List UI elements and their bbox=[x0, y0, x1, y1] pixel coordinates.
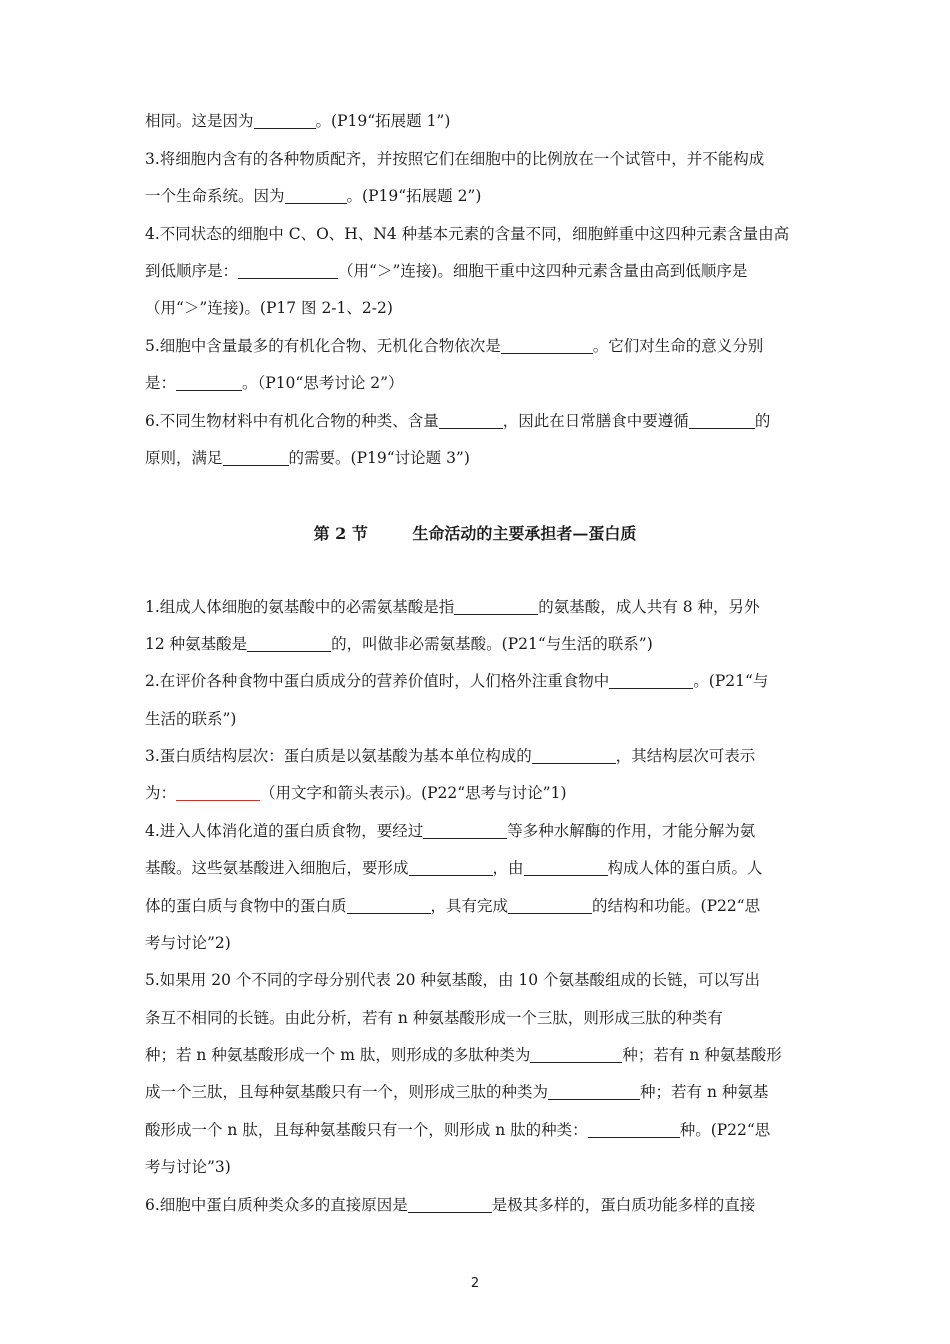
text-line: 酸形成一个 n 肽，且每种氨基酸只有一个，则形成 n 肽的种类： 种。(P22“思 bbox=[145, 1121, 771, 1139]
text-line: 体的蛋白质与食物中的蛋白质 ，具有完成 的结构和功能。(P22“思 bbox=[145, 897, 761, 915]
section-heading: 第 2 节 生命活动的主要承担者—蛋白质 bbox=[313, 524, 637, 543]
text-line: 一个生命系统。因为 。(P19“拓展题 2”) bbox=[145, 187, 482, 205]
text-line: 生活的联系”) bbox=[145, 710, 237, 728]
text-line: （用“＞”连接)。(P17 图 2-1、2-2) bbox=[145, 299, 393, 317]
text-line: 5.如果用 20 个不同的字母分别代表 20 种氨基酸，由 10 个氨基酸组成的长链，可以写出 bbox=[145, 971, 761, 989]
text-line: 3.蛋白质结构层次：蛋白质是以氨基酸为基本单位构成的 ，其结构层次可表示 bbox=[145, 747, 756, 765]
fill-blank[interactable] bbox=[501, 337, 593, 354]
text-line: 12 种氨基酸是 的，叫做非必需氨基酸。(P21“与生活的联系”) bbox=[145, 635, 653, 653]
text-line: 基酸。这些氨基酸进入细胞后，要形成 ，由 构成人体的蛋白质。人 bbox=[145, 859, 763, 877]
text-line: 条互不相同的长链。由此分析，若有 n 种氨基酸形成一个三肽，则形成三肽的种类有 bbox=[145, 1009, 723, 1027]
text-line: 6.细胞中蛋白质种类众多的直接原因是 是极其多样的，蛋白质功能多样的直接 bbox=[145, 1196, 756, 1214]
text-line: 考与讨论”2) bbox=[145, 934, 231, 952]
text-line: 是： 。（P10“思考讨论 2”） bbox=[145, 374, 404, 392]
text-line: 2.在评价各种食物中蛋白质成分的营养价值时，人们格外注重食物中 。(P21“与 bbox=[145, 672, 769, 690]
text-line: 1.组成人体细胞的氨基酸中的必需氨基酸是指 的氨基酸，成人共有 8 种，另外 bbox=[145, 598, 760, 616]
text-line: 4.进入人体消化道的蛋白质食物，要经过 等多种水解酶的作用，才能分解为氨 bbox=[145, 822, 756, 840]
fill-blank[interactable] bbox=[548, 1083, 640, 1100]
fill-blank[interactable] bbox=[423, 822, 507, 839]
fill-blank[interactable] bbox=[254, 112, 316, 129]
fill-blank[interactable] bbox=[176, 784, 260, 801]
fill-blank[interactable] bbox=[689, 412, 755, 429]
fill-blank[interactable] bbox=[409, 859, 493, 876]
text-line: 相同。这是因为 。(P19“拓展题 1”) bbox=[145, 112, 451, 130]
page-number: 2 bbox=[470, 1276, 480, 1291]
fill-blank[interactable] bbox=[223, 449, 289, 466]
fill-blank[interactable] bbox=[285, 187, 347, 204]
text-line: 4.不同状态的细胞中 C、O、H、N4 种基本元素的含量不同，细胞鲜重中这四种元素含量由高 bbox=[145, 225, 790, 243]
fill-blank[interactable] bbox=[532, 747, 616, 764]
fill-blank[interactable] bbox=[247, 635, 331, 652]
text-line: 6.不同生物材料中有机化合物的种类、含量 ，因此在日常膳食中要遵循 的 bbox=[145, 412, 771, 430]
fill-blank[interactable] bbox=[176, 374, 242, 391]
text-line: 为： （用文字和箭头表示)。(P22“思考与讨论”1) bbox=[145, 784, 567, 802]
text-line: 5.细胞中含量最多的有机化合物、无机化合物依次是 。它们对生命的意义分别 bbox=[145, 337, 764, 355]
text-line: 种；若 n 种氨基酸形成一个 m 肽，则形成的多肽种类为 种；若有 n 种氨基酸形 bbox=[145, 1046, 782, 1064]
fill-blank[interactable] bbox=[508, 897, 592, 914]
fill-blank[interactable] bbox=[238, 262, 338, 279]
fill-blank[interactable] bbox=[454, 598, 538, 615]
fill-blank[interactable] bbox=[609, 672, 693, 689]
fill-blank[interactable] bbox=[530, 1046, 622, 1063]
text-line: 考与讨论”3) bbox=[145, 1158, 231, 1176]
fill-blank[interactable] bbox=[439, 412, 503, 429]
fill-blank[interactable] bbox=[347, 897, 431, 914]
text-line: 3.将细胞内含有的各种物质配齐，并按照它们在细胞中的比例放在一个试管中，并不能构成 bbox=[145, 150, 765, 168]
fill-blank[interactable] bbox=[588, 1121, 680, 1138]
text-line: 到低顺序是： （用“＞”连接)。细胞干重中这四种元素含量由高到低顺序是 bbox=[145, 262, 748, 280]
text-line: 成一个三肽，且每种氨基酸只有一个，则形成三肽的种类为 种；若有 n 种氨基 bbox=[145, 1083, 769, 1101]
text-line: 原则，满足 的需要。(P19“讨论题 3”) bbox=[145, 449, 470, 467]
fill-blank[interactable] bbox=[408, 1196, 492, 1213]
fill-blank[interactable] bbox=[524, 859, 608, 876]
